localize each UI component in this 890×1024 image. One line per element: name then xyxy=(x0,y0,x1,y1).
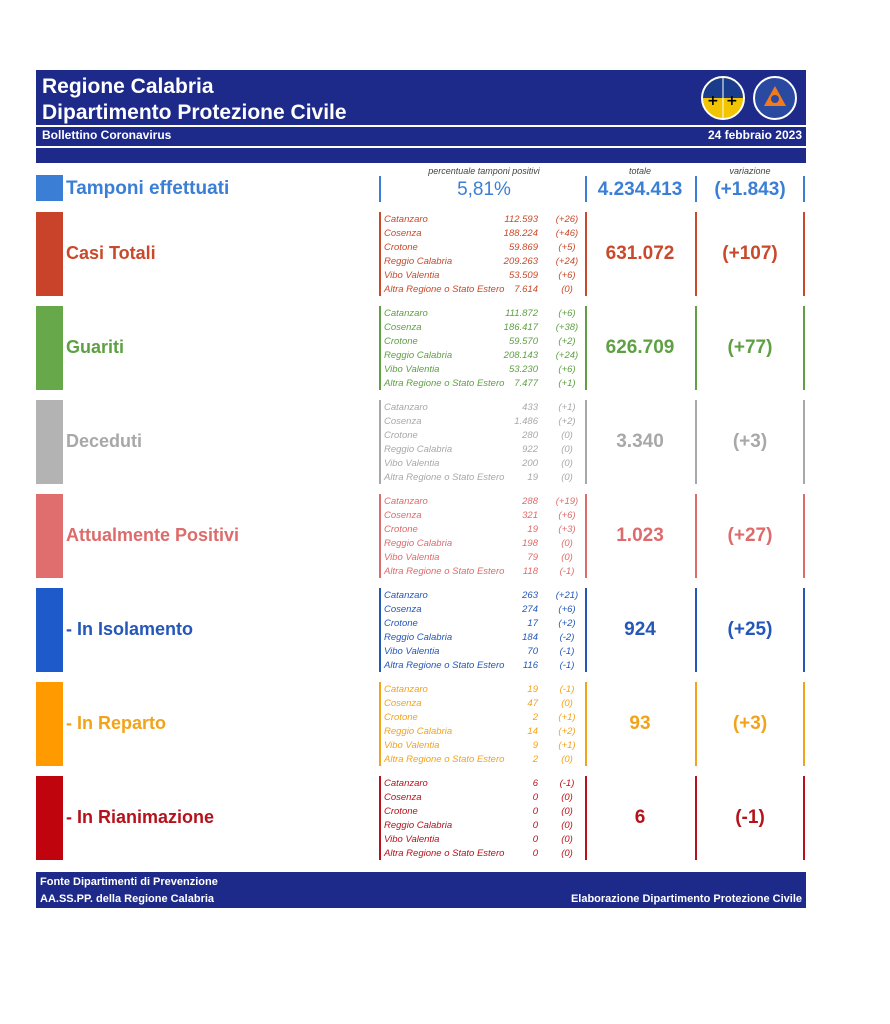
row-delta: (+2) xyxy=(558,416,576,427)
row-delta: (+6) xyxy=(558,604,576,615)
tamponi-divider-right xyxy=(695,176,697,202)
row-value: 19 xyxy=(527,524,538,535)
section-color-bar xyxy=(36,212,63,296)
row-value: 263 xyxy=(522,590,538,601)
row-delta: (0) xyxy=(561,792,573,803)
row-delta: (+6) xyxy=(558,364,576,375)
section-color-bar xyxy=(36,494,63,578)
row-delta: (+3) xyxy=(558,524,576,535)
row-delta: (+26) xyxy=(555,214,579,225)
row-value: 19 xyxy=(527,684,538,695)
row-value: 188.224 xyxy=(503,228,538,239)
row-value: 2 xyxy=(532,712,538,723)
section-variation: (+27) xyxy=(727,525,773,546)
section-variation: (+25) xyxy=(727,619,773,640)
row-delta: (0) xyxy=(561,458,573,469)
section-label: - In Reparto xyxy=(66,713,167,733)
row-city-label: Altra Regione o Stato Estero xyxy=(384,284,505,295)
row-delta: (+1) xyxy=(558,740,576,751)
row-delta: (0) xyxy=(561,820,573,831)
row-city-label: Altra Regione o Stato Estero xyxy=(384,566,505,577)
percent-column-header: percentuale tamponi positivi xyxy=(428,166,540,176)
row-delta: (+1) xyxy=(558,402,576,413)
row-delta: (0) xyxy=(561,848,573,859)
section-variation: (-1) xyxy=(735,807,765,828)
department-title: Dipartimento Protezione Civile xyxy=(42,101,347,124)
section-color-bar xyxy=(36,588,63,672)
row-city-label: Vibo Valentia xyxy=(384,646,440,657)
section-divider-mid xyxy=(585,306,587,390)
footer-source-line1: Fonte Dipartimenti di Prevenzione xyxy=(40,876,218,888)
row-delta: (0) xyxy=(561,430,573,441)
row-value: 0 xyxy=(532,792,538,803)
row-delta: (-1) xyxy=(559,778,575,789)
section-divider-right xyxy=(695,212,697,296)
row-value: 0 xyxy=(532,820,538,831)
row-city-label: Catanzaro xyxy=(384,308,428,319)
row-delta: (+38) xyxy=(555,322,579,333)
row-city-label: Catanzaro xyxy=(384,214,428,225)
row-city-label: Vibo Valentia xyxy=(384,834,440,845)
row-value: 433 xyxy=(522,402,538,413)
row-value: 47 xyxy=(527,698,538,709)
row-value: 14 xyxy=(527,726,538,737)
row-city-label: Cosenza xyxy=(384,510,422,521)
row-value: 186.417 xyxy=(503,322,538,333)
row-city-label: Crotone xyxy=(384,336,418,347)
row-delta: (+46) xyxy=(555,228,579,239)
row-delta: (+6) xyxy=(558,270,576,281)
tamponi-divider-end xyxy=(803,176,805,202)
row-city-label: Reggio Calabria xyxy=(384,350,453,361)
row-city-label: Altra Regione o Stato Estero xyxy=(384,472,505,483)
section-label: Casi Totali xyxy=(66,243,156,263)
section-divider-mid xyxy=(585,682,587,766)
row-city-label: Cosenza xyxy=(384,604,422,615)
row-city-label: Vibo Valentia xyxy=(384,740,440,751)
row-delta: (+21) xyxy=(555,590,579,601)
row-delta: (0) xyxy=(561,698,573,709)
row-city-label: Cosenza xyxy=(384,416,422,427)
section-color-bar xyxy=(36,306,63,390)
section-divider-left xyxy=(379,400,381,484)
row-value: 17 xyxy=(527,618,538,629)
row-value: 19 xyxy=(527,472,538,483)
row-value: 70 xyxy=(527,646,538,657)
row-value: 59.570 xyxy=(508,336,538,347)
section-divider-left xyxy=(379,588,381,672)
row-delta: (0) xyxy=(561,834,573,845)
row-city-label: Reggio Calabria xyxy=(384,726,453,737)
section-divider-mid xyxy=(585,400,587,484)
row-city-label: Vibo Valentia xyxy=(384,552,440,563)
section-divider-left xyxy=(379,212,381,296)
section-label: Guariti xyxy=(66,337,125,357)
row-city-label: Crotone xyxy=(384,242,418,253)
section-color-bar xyxy=(36,682,63,766)
row-city-label: Catanzaro xyxy=(384,684,428,695)
row-delta: (0) xyxy=(561,806,573,817)
header-divider xyxy=(36,125,806,127)
protezione-civile-logo xyxy=(753,76,797,120)
row-city-label: Vibo Valentia xyxy=(384,270,440,281)
section-label: - In Rianimazione xyxy=(66,807,215,827)
section-divider-end xyxy=(803,400,805,484)
row-delta: (+1) xyxy=(558,378,576,389)
row-city-label: Crotone xyxy=(384,806,418,817)
variation-column-header: variazione xyxy=(729,166,771,176)
row-value: 0 xyxy=(532,806,538,817)
calabria-coat-of-arms-logo xyxy=(701,76,745,120)
section-label: Attualmente Positivi xyxy=(66,525,240,545)
row-city-label: Crotone xyxy=(384,618,418,629)
section-label: Deceduti xyxy=(66,431,143,451)
footer-credit: Elaborazione Dipartimento Protezione Civile xyxy=(570,893,802,905)
row-value: 9 xyxy=(532,740,538,751)
row-city-label: Catanzaro xyxy=(384,778,428,789)
row-value: 79 xyxy=(527,552,538,563)
row-city-label: Reggio Calabria xyxy=(384,820,453,831)
header-divider-2 xyxy=(36,146,806,148)
row-delta: (+19) xyxy=(555,496,579,507)
section-divider-mid xyxy=(585,776,587,860)
row-value: 280 xyxy=(522,430,538,441)
row-city-label: Reggio Calabria xyxy=(384,632,453,643)
row-value: 7.477 xyxy=(514,378,538,389)
row-value: 53.230 xyxy=(508,364,538,375)
row-delta: (+24) xyxy=(555,350,579,361)
row-value: 111.872 xyxy=(505,308,538,319)
section-divider-mid xyxy=(585,588,587,672)
row-delta: (-1) xyxy=(559,646,575,657)
row-value: 274 xyxy=(522,604,538,615)
row-city-label: Cosenza xyxy=(384,322,422,333)
row-delta: (0) xyxy=(561,472,573,483)
section-total: 1.023 xyxy=(616,525,664,546)
row-value: 208.143 xyxy=(503,350,538,361)
row-value: 6 xyxy=(532,778,538,789)
section-divider-end xyxy=(803,306,805,390)
row-value: 200 xyxy=(522,458,538,469)
row-city-label: Altra Regione o Stato Estero xyxy=(384,660,505,671)
row-delta: (+24) xyxy=(555,256,579,267)
section-divider-end xyxy=(803,494,805,578)
row-delta: (0) xyxy=(561,552,573,563)
section-divider-right xyxy=(695,306,697,390)
row-city-label: Catanzaro xyxy=(384,496,428,507)
row-value: 118 xyxy=(522,566,538,577)
section-divider-right xyxy=(695,494,697,578)
row-city-label: Altra Regione o Stato Estero xyxy=(384,378,505,389)
section-divider-end xyxy=(803,212,805,296)
row-value: 198 xyxy=(522,538,538,549)
section-variation: (+107) xyxy=(722,243,778,264)
row-value: 59.869 xyxy=(508,242,538,253)
row-city-label: Cosenza xyxy=(384,698,422,709)
tamponi-label: Tamponi effettuati xyxy=(66,178,230,199)
section-divider-left xyxy=(379,776,381,860)
bulletin-label: Bollettino Coronavirus xyxy=(42,128,172,142)
section-total: 924 xyxy=(624,619,656,640)
row-value: 209.263 xyxy=(503,256,538,267)
footer-source-line2: AA.SS.PP. della Regione Calabria xyxy=(40,893,215,905)
row-city-label: Cosenza xyxy=(384,792,422,803)
row-city-label: Cosenza xyxy=(384,228,422,239)
total-column-header: totale xyxy=(628,166,652,176)
row-value: 2 xyxy=(532,754,538,765)
section-total: 631.072 xyxy=(605,243,675,264)
row-value: 53.509 xyxy=(508,270,538,281)
section-color-bar xyxy=(36,776,63,860)
row-delta: (-2) xyxy=(559,632,575,643)
row-value: 288 xyxy=(522,496,538,507)
region-title: Regione Calabria xyxy=(42,75,214,98)
row-delta: (+2) xyxy=(558,618,576,629)
tamponi-divider-left xyxy=(379,176,381,202)
tamponi-divider-mid xyxy=(585,176,587,202)
row-value: 321 xyxy=(522,510,538,521)
row-city-label: Vibo Valentia xyxy=(384,364,440,375)
row-delta: (+1) xyxy=(558,712,576,723)
section-total: 93 xyxy=(629,713,651,734)
section-divider-left xyxy=(379,682,381,766)
section-divider-right xyxy=(695,588,697,672)
section-total: 3.340 xyxy=(616,431,664,452)
row-delta: (-1) xyxy=(559,684,575,695)
section-divider-right xyxy=(695,776,697,860)
row-value: 1.486 xyxy=(514,416,538,427)
section-divider-end xyxy=(803,682,805,766)
row-city-label: Crotone xyxy=(384,524,418,535)
section-divider-right xyxy=(695,400,697,484)
section-divider-right xyxy=(695,682,697,766)
tamponi-variation: (+1.843) xyxy=(714,179,786,200)
bulletin-date: 24 febbraio 2023 xyxy=(707,128,802,142)
header-banner xyxy=(36,70,806,163)
row-value: 0 xyxy=(532,834,538,845)
row-delta: (+2) xyxy=(558,336,576,347)
section-divider-end xyxy=(803,776,805,860)
row-delta: (0) xyxy=(561,444,573,455)
row-city-label: Reggio Calabria xyxy=(384,256,453,267)
row-value: 112.593 xyxy=(504,214,538,225)
row-delta: (0) xyxy=(561,284,573,295)
section-total: 6 xyxy=(634,807,646,828)
row-value: 116 xyxy=(522,660,538,671)
row-value: 7.614 xyxy=(514,284,538,295)
row-city-label: Crotone xyxy=(384,430,418,441)
section-variation: (+3) xyxy=(732,431,768,452)
row-delta: (+6) xyxy=(558,308,576,319)
row-city-label: Altra Regione o Stato Estero xyxy=(384,754,505,765)
row-city-label: Catanzaro xyxy=(384,590,428,601)
svg-text:+: + xyxy=(707,93,719,109)
row-delta: (+6) xyxy=(558,510,576,521)
row-city-label: Altra Regione o Stato Estero xyxy=(384,848,505,859)
row-city-label: Catanzaro xyxy=(384,402,428,413)
row-value: 922 xyxy=(522,444,538,455)
tamponi-total: 4.234.413 xyxy=(597,179,683,200)
row-city-label: Vibo Valentia xyxy=(384,458,440,469)
row-city-label: Reggio Calabria xyxy=(384,444,453,455)
section-divider-mid xyxy=(585,212,587,296)
svg-text:+: + xyxy=(726,93,738,109)
row-delta: (+5) xyxy=(558,242,576,253)
section-variation: (+77) xyxy=(727,337,773,358)
section-divider-mid xyxy=(585,494,587,578)
row-delta: (0) xyxy=(561,754,573,765)
section-variation: (+3) xyxy=(732,713,768,734)
row-value: 0 xyxy=(532,848,538,859)
section-total: 626.709 xyxy=(605,337,675,358)
section-divider-end xyxy=(803,588,805,672)
row-delta: (0) xyxy=(561,538,573,549)
section-label: - In Isolamento xyxy=(66,619,194,639)
row-value: 184 xyxy=(522,632,538,643)
row-delta: (+2) xyxy=(558,726,576,737)
section-divider-left xyxy=(379,494,381,578)
footer-banner xyxy=(36,872,806,908)
tamponi-percent: 5,81% xyxy=(457,179,511,200)
row-delta: (-1) xyxy=(559,660,575,671)
tamponi-color-bar xyxy=(36,175,63,201)
row-delta: (-1) xyxy=(559,566,575,577)
section-divider-left xyxy=(379,306,381,390)
section-color-bar xyxy=(36,400,63,484)
row-city-label: Crotone xyxy=(384,712,418,723)
row-city-label: Reggio Calabria xyxy=(384,538,453,549)
